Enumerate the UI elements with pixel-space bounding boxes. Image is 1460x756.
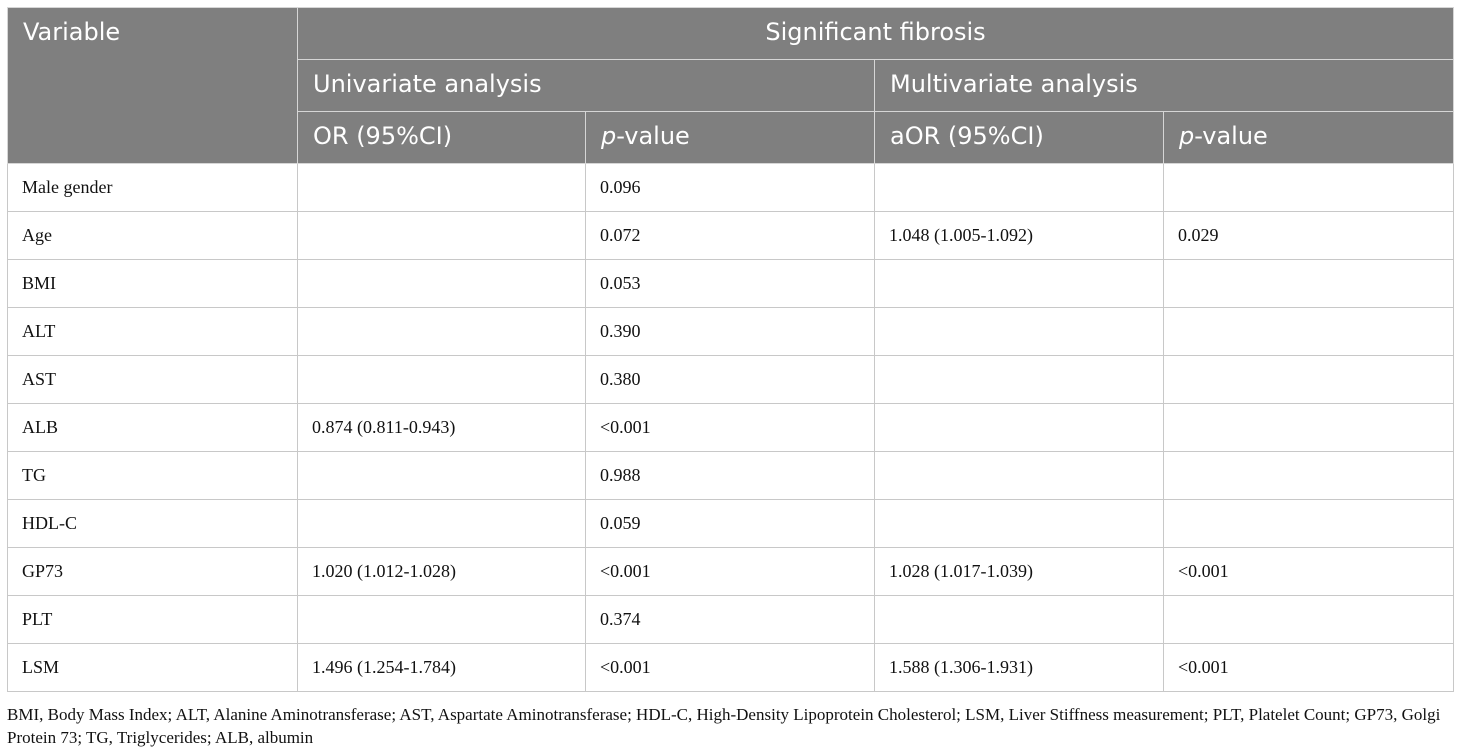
- cell-aor: [875, 404, 1164, 452]
- cell-variable: BMI: [8, 260, 298, 308]
- cell-variable: LSM: [8, 644, 298, 692]
- cell-adjusted-p-value: [1164, 356, 1454, 404]
- cell-p-value: 0.374: [586, 596, 875, 644]
- cell-aor: [875, 452, 1164, 500]
- header-adjusted-p-value: [1164, 112, 1454, 164]
- cell-adjusted-p-value: <0.001: [1164, 548, 1454, 596]
- cell-or: [298, 356, 586, 404]
- header-row-1: [8, 8, 1454, 60]
- cell-or: 0.874 (0.811-0.943): [298, 404, 586, 452]
- p-suffix: -value: [1194, 122, 1268, 150]
- cell-aor: [875, 308, 1164, 356]
- table-row: [8, 260, 1454, 308]
- cell-adjusted-p-value: <0.001: [1164, 644, 1454, 692]
- cell-adjusted-p-value: [1164, 164, 1454, 212]
- cell-p-value: <0.001: [586, 644, 875, 692]
- cell-aor: 1.048 (1.005-1.092): [875, 212, 1164, 260]
- header-aor: aOR (95%CI): [875, 112, 1164, 164]
- cell-or: [298, 452, 586, 500]
- cell-adjusted-p-value: 0.029: [1164, 212, 1454, 260]
- cell-or: [298, 308, 586, 356]
- table-row: [8, 500, 1454, 548]
- table-row: [8, 548, 1454, 596]
- cell-adjusted-p-value: [1164, 308, 1454, 356]
- cell-p-value: 0.380: [586, 356, 875, 404]
- cell-p-value: 0.390: [586, 308, 875, 356]
- table-footnote: BMI, Body Mass Index; ALT, Alanine Aminotransferase; AST, Aspartate Aminotransferase; HDL-C, High-Density Lipoprotein Cholesterol; LSM, Liver Stiffness measurement; PLT, Platelet Count; GP73, Golgi Protein 73; TG, Triglycerides; ALB, albumin: [7, 705, 1441, 747]
- cell-variable: Age: [8, 212, 298, 260]
- header-multivariate-analysis: Multivariate analysis: [875, 60, 1454, 112]
- cell-adjusted-p-value: [1164, 452, 1454, 500]
- cell-or: [298, 596, 586, 644]
- cell-or: [298, 164, 586, 212]
- header-univariate-analysis: Univariate analysis: [298, 60, 875, 112]
- table-header: [8, 8, 1454, 164]
- cell-variable: AST: [8, 356, 298, 404]
- header-p-value: [586, 112, 875, 164]
- cell-variable: ALB: [8, 404, 298, 452]
- cell-or: 1.020 (1.012-1.028): [298, 548, 586, 596]
- cell-aor: [875, 500, 1164, 548]
- cell-aor: [875, 164, 1164, 212]
- table-row: [8, 212, 1454, 260]
- cell-p-value: <0.001: [586, 404, 875, 452]
- table-row: [8, 644, 1454, 692]
- cell-adjusted-p-value: [1164, 596, 1454, 644]
- table-row: [8, 308, 1454, 356]
- table-body: [8, 164, 1454, 692]
- table-row: [8, 164, 1454, 212]
- cell-variable: HDL-C: [8, 500, 298, 548]
- header-significant-fibrosis: Significant fibrosis: [298, 8, 1454, 60]
- cell-variable: GP73: [8, 548, 298, 596]
- cell-variable: ALT: [8, 308, 298, 356]
- header-variable: Variable: [8, 8, 298, 164]
- cell-aor: [875, 356, 1164, 404]
- cell-p-value: 0.096: [586, 164, 875, 212]
- cell-p-value: 0.053: [586, 260, 875, 308]
- cell-variable: Male gender: [8, 164, 298, 212]
- cell-adjusted-p-value: [1164, 260, 1454, 308]
- cell-variable: TG: [8, 452, 298, 500]
- p-italic: p: [601, 122, 617, 150]
- cell-or: [298, 212, 586, 260]
- table-row: [8, 452, 1454, 500]
- cell-or: 1.496 (1.254-1.784): [298, 644, 586, 692]
- cell-aor: [875, 260, 1164, 308]
- fibrosis-analysis-table: [7, 7, 1454, 692]
- table-row: [8, 404, 1454, 452]
- cell-adjusted-p-value: [1164, 500, 1454, 548]
- results-table-container: [7, 7, 1453, 692]
- cell-or: [298, 260, 586, 308]
- cell-or: [298, 500, 586, 548]
- cell-p-value: 0.059: [586, 500, 875, 548]
- cell-aor: [875, 596, 1164, 644]
- cell-p-value: <0.001: [586, 548, 875, 596]
- cell-variable: PLT: [8, 596, 298, 644]
- cell-aor: 1.588 (1.306-1.931): [875, 644, 1164, 692]
- p-suffix: -value: [616, 122, 690, 150]
- p-italic: p: [1179, 122, 1195, 150]
- cell-p-value: 0.988: [586, 452, 875, 500]
- table-row: [8, 356, 1454, 404]
- table-row: [8, 596, 1454, 644]
- cell-p-value: 0.072: [586, 212, 875, 260]
- header-or: OR (95%CI): [298, 112, 586, 164]
- cell-adjusted-p-value: [1164, 404, 1454, 452]
- cell-aor: 1.028 (1.017-1.039): [875, 548, 1164, 596]
